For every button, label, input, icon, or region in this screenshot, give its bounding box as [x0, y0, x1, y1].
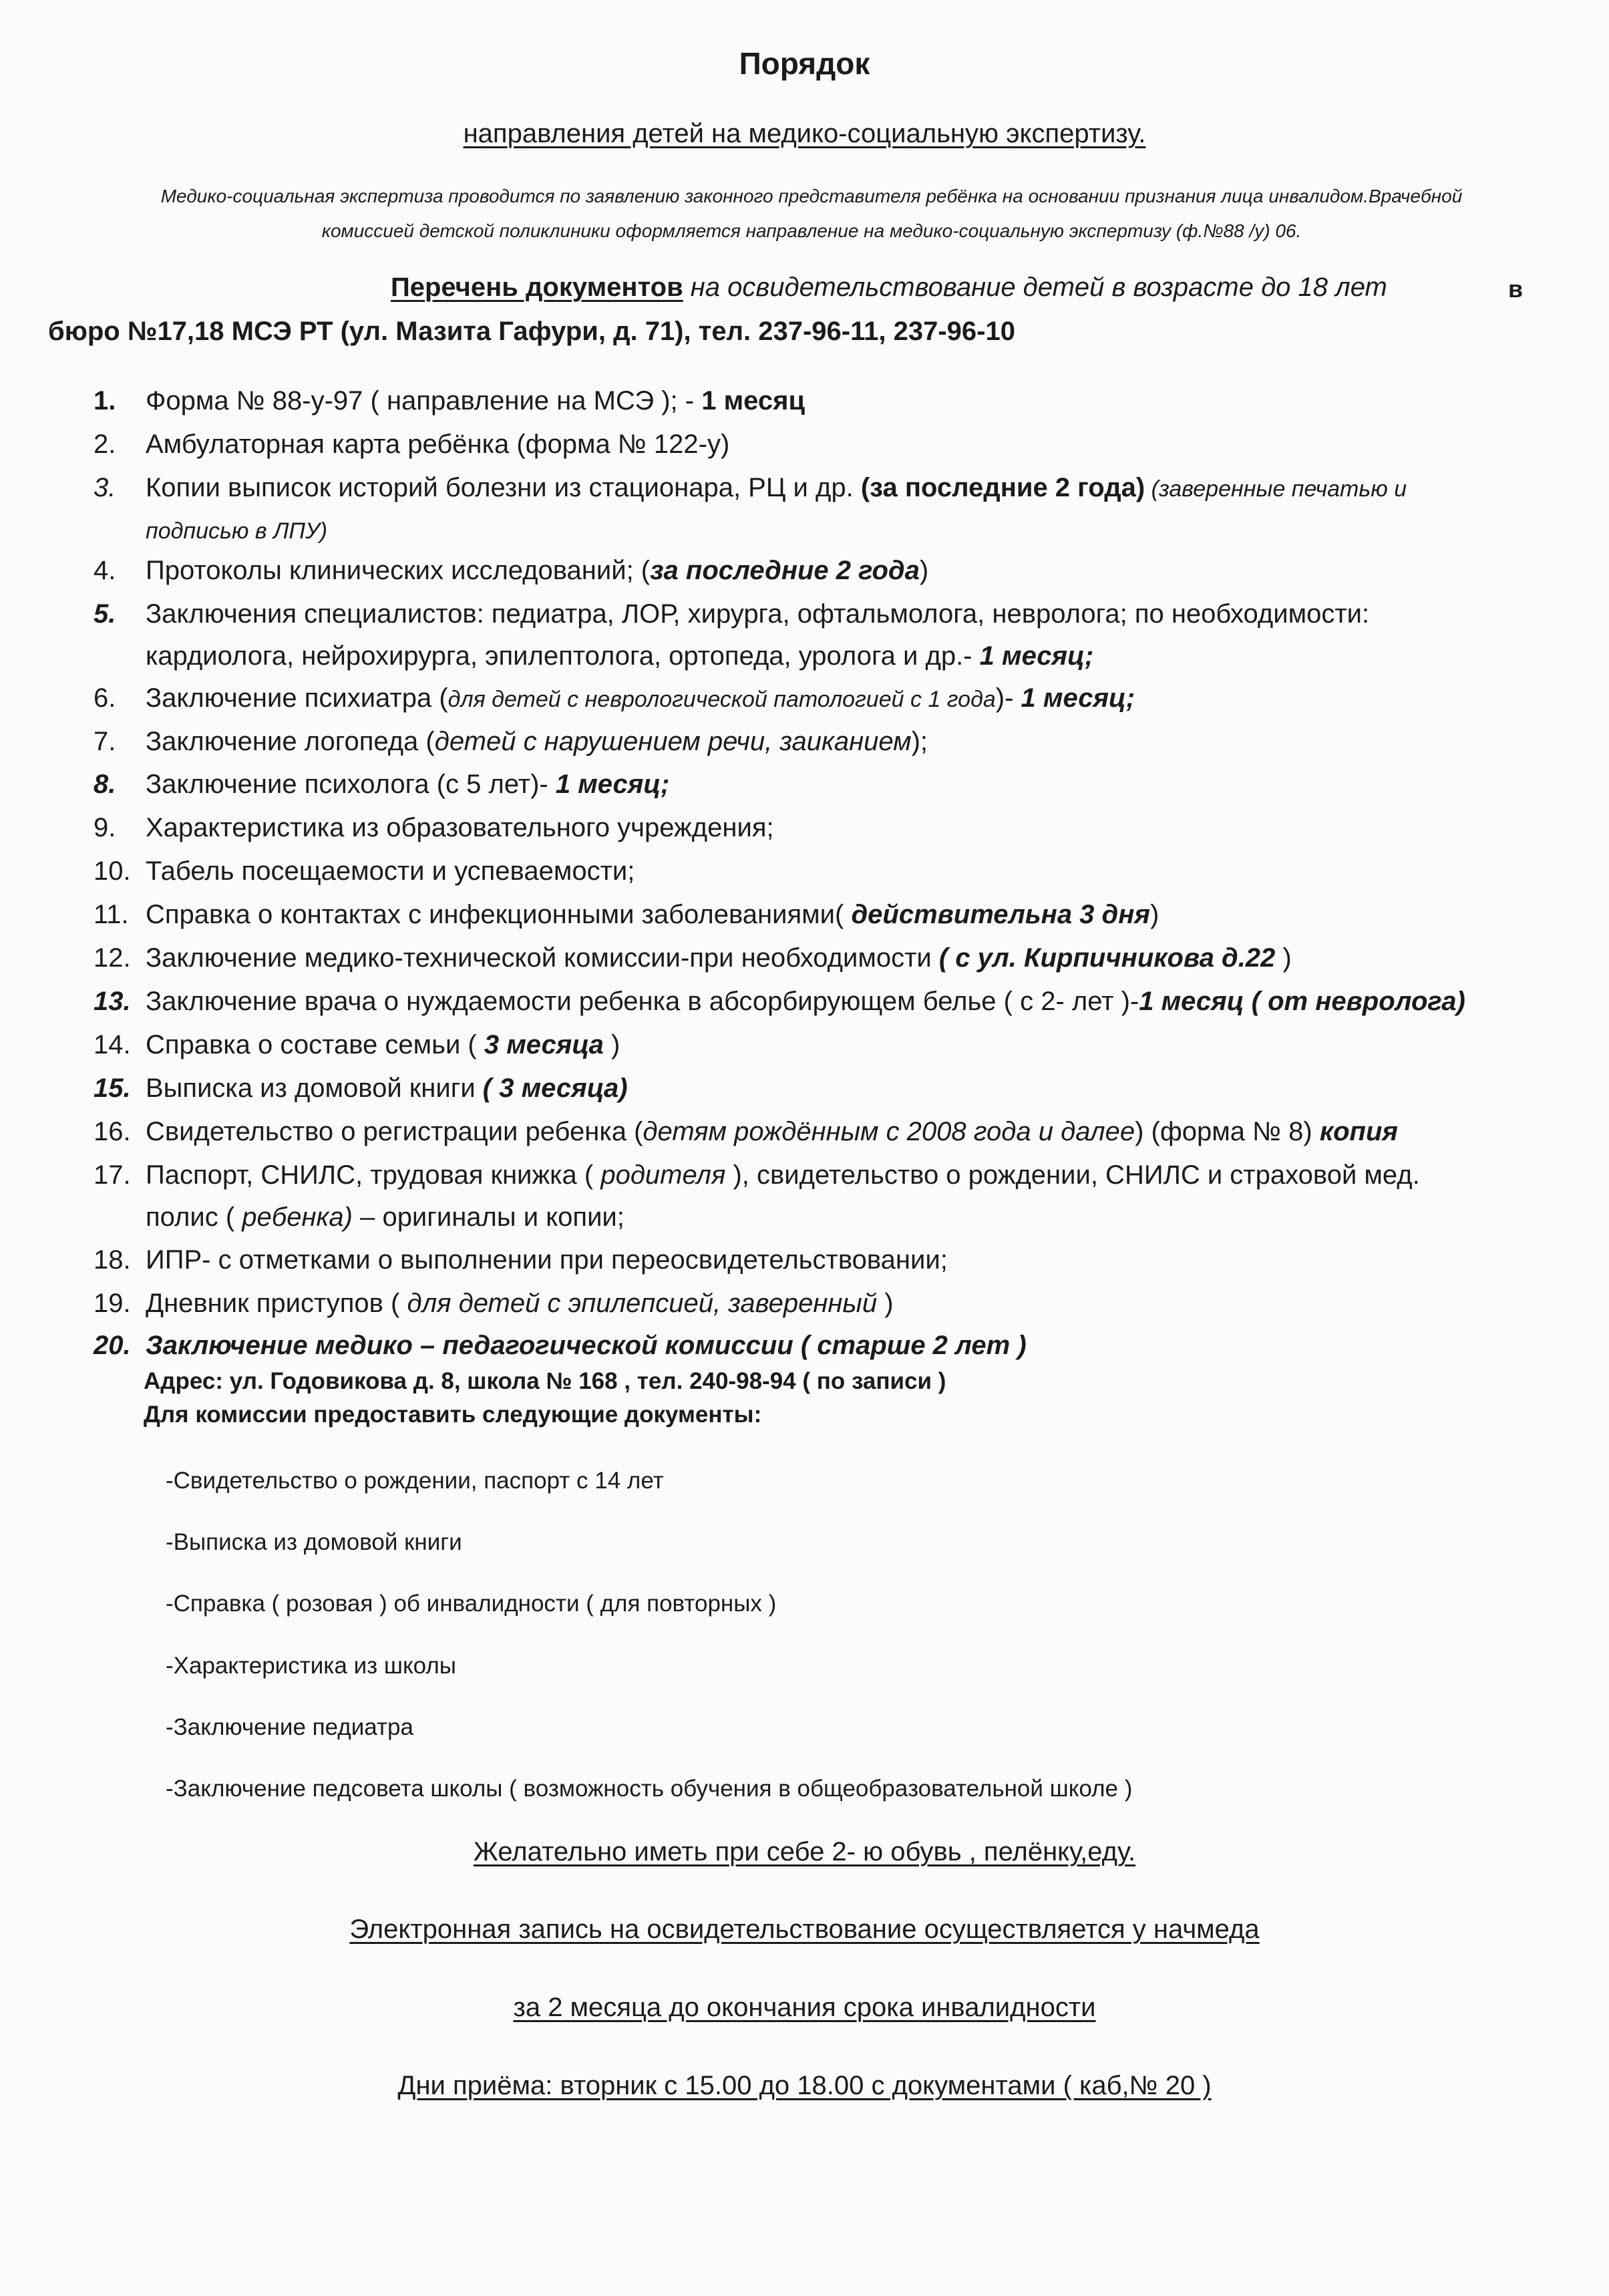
item-italic: для детей с эпилепсией, заверенный	[407, 1289, 878, 1318]
item-bold-italic: 1 месяц ( от невролога)	[1139, 987, 1465, 1016]
item-number: 18.	[94, 1245, 131, 1275]
item-number: 1.	[94, 386, 116, 416]
list-item	[94, 1074, 628, 1104]
item-text-after: )	[1275, 943, 1292, 973]
item-text: Форма № 88-у-97 ( направление на МСЭ ); -	[146, 386, 702, 416]
item-number: 3.	[94, 473, 116, 502]
footer-note-bring: Желательно иметь при себе 2- ю обувь , пелёнку,еду.	[473, 1837, 1136, 1866]
list-heading-bureau: бюро №17,18 МСЭ РТ (ул. Мазита Гафури, д. 71), тел. 237-96-11, 237-96-10	[48, 317, 1015, 346]
commission-doc-item: -Свидетельство о рождении, паспорт с 14 лет	[166, 1468, 664, 1494]
footer-note-timing: за 2 месяца до окончания срока инвалидности	[513, 1993, 1096, 2022]
item-bold-italic: за последние 2 года	[650, 556, 920, 585]
commission-doc-item: -Справка ( розовая ) об инвалидности ( для повторных )	[166, 1591, 777, 1617]
intro-line-2: комиссией детской поликлиники оформляется направление на медико-социальную экспертизу (ф.№88 /у) 06.	[321, 220, 1302, 241]
item-number: 13.	[94, 987, 131, 1016]
list-heading	[391, 273, 1387, 303]
item-text: полис (	[146, 1202, 242, 1232]
item-text: Табель посещаемости и успеваемости;	[146, 856, 635, 886]
item-text: Характеристика из образовательного учреждения;	[146, 813, 774, 842]
item-number: 12.	[94, 943, 131, 973]
list-item	[94, 430, 729, 460]
list-item	[94, 813, 774, 843]
item-text: Выписка из домовой книги	[146, 1074, 483, 1103]
item-text-after: )	[1149, 900, 1159, 929]
item-bold-italic: 1 месяц;	[555, 770, 670, 799]
item-text-after: ) (форма № 8)	[1135, 1117, 1320, 1146]
list-item-continuation	[146, 641, 1093, 671]
item-bold-italic: 1 месяц;	[979, 641, 1094, 671]
item-text: Дневник приступов (	[146, 1289, 407, 1318]
item-number: 19.	[94, 1289, 131, 1318]
commission-doc-item: -Заключение педиатра	[166, 1714, 413, 1740]
list-item	[94, 727, 928, 757]
list-heading-bold: Перечень документов	[391, 273, 683, 302]
list-heading-italic: на освидетельствование детей в возрасте до 18 лет	[683, 273, 1387, 302]
list-item	[94, 1117, 1398, 1147]
list-item	[94, 556, 928, 586]
item-text-after: )	[919, 556, 929, 585]
list-item	[94, 856, 635, 886]
item-bold-italic: копия	[1319, 1117, 1398, 1146]
list-item	[94, 987, 1465, 1017]
item-text: ИПР- с отметками о выполнении при переосвидетельствовании;	[146, 1245, 948, 1275]
item-italic: детей с нарушением речи, заиканием	[434, 727, 912, 756]
item-text: Справка о контактах с инфекционными заболеваниями(	[146, 900, 852, 929]
list-item	[94, 900, 1159, 930]
item-italic: детям рождённым с 2008 года и далее	[643, 1117, 1135, 1146]
item-text-after: ), свидетельство о рождении, СНИЛС и страховой мед.	[725, 1160, 1420, 1190]
item-text: Амбулаторная карта ребёнка (форма № 122-у)	[146, 430, 730, 459]
item-text: кардиолога, нейрохирурга, эпилептолога, ортопеда, уролога и др.-	[146, 641, 980, 671]
item-number: 6.	[94, 683, 116, 713]
footer-note-registration: Электронная запись на освидетельствование осуществляется у начмеда	[349, 1915, 1260, 1944]
item-text-after: )-	[995, 683, 1021, 713]
footer-note-reception-hours: Дни приёма: вторник с 15.00 до 18.00 с документами ( каб,№ 20 )	[397, 2071, 1212, 2100]
intro-line-1: Медико-социальная экспертиза проводится по заявлению законного представителя ребёнка на основании признания лица инвалидом.Врачебной	[160, 186, 1463, 206]
item-text: Копии выписок историй болезни из стационара, РЦ и др.	[146, 473, 861, 502]
item-bold-italic: 1 месяц;	[1021, 683, 1135, 713]
item-text: Заключение психолога (с 5 лет)-	[146, 770, 556, 799]
item-bold-italic: 3 месяца	[484, 1030, 604, 1059]
list-item	[94, 1331, 1027, 1361]
item-number: 5.	[94, 599, 116, 629]
item-number: 10.	[94, 856, 131, 886]
item-text: Заключение психиатра (	[146, 683, 448, 713]
intro-paragraph	[67, 179, 1556, 249]
commission-doc-item: -Выписка из домовой книги	[166, 1529, 462, 1555]
item-italic: (заверенные печатью и	[1145, 476, 1407, 502]
list-heading-trailing: в	[1508, 275, 1524, 303]
item-text-after: )	[603, 1030, 620, 1059]
item-bold-italic: ( с ул. Кирпичникова д.22	[938, 943, 1276, 973]
item-bold-italic: действительна 3 дня	[851, 900, 1150, 929]
item-text: Заключения специалистов: педиатра, ЛОР, хирурга, офтальмолога, невролога; по необходимости:	[146, 599, 1370, 629]
list-item	[94, 1289, 894, 1319]
item-text: Заключение медико-технической комиссии-при необходимости	[146, 943, 939, 973]
item-text: Паспорт, СНИЛС, трудовая книжка (	[146, 1160, 601, 1190]
item-number: 15.	[94, 1074, 131, 1103]
list-item	[94, 943, 1292, 973]
list-item	[94, 770, 670, 800]
document-title: Порядок	[739, 46, 870, 81]
list-item	[94, 386, 805, 416]
item-text: Заключение врача о нуждаемости ребенка в абсорбирующем белье ( с 2- лет )-	[146, 987, 1139, 1016]
item-number: 16.	[94, 1117, 131, 1146]
item-text: Свидетельство о регистрации ребенка (	[146, 1117, 643, 1146]
item-text-after: );	[911, 727, 928, 756]
item-number: 9.	[94, 813, 116, 842]
document-subtitle: направления детей на медико-социальную экспертизу.	[463, 119, 1146, 148]
item-text-after: – оригиналы и копии;	[352, 1202, 624, 1232]
item-number: 4.	[94, 556, 116, 585]
list-item-continuation: подписью в ЛПУ)	[146, 518, 328, 544]
item-text: Протоколы клинических исследований; (	[146, 556, 651, 585]
list-item	[94, 599, 1369, 629]
list-item	[94, 1030, 620, 1060]
item-bold-italic: ( 3 месяца)	[482, 1074, 628, 1103]
item-bold-italic: Заключение медико – педагогической комиссии ( старше 2 лет )	[146, 1331, 1027, 1360]
item-text-after: )	[877, 1289, 894, 1318]
item-italic: ребенка)	[242, 1202, 353, 1232]
commission-address: Адрес: ул. Годовикова д. 8, школа № 168 , тел. 240-98-94 ( по записи )	[144, 1368, 946, 1394]
list-item	[94, 473, 1407, 503]
item-italic: родителя	[600, 1160, 726, 1190]
item-number: 17.	[94, 1160, 131, 1190]
item-number: 8.	[94, 770, 116, 799]
commission-doc-item: -Заключение педсовета школы ( возможность обучения в общеобразовательной школе )	[166, 1776, 1133, 1802]
commission-docs-heading: Для комиссии предоставить следующие документы:	[144, 1402, 762, 1428]
item-bold: (за последние 2 года)	[860, 473, 1145, 502]
item-number: 11.	[94, 900, 129, 929]
item-text: Справка о составе семьи (	[146, 1030, 484, 1059]
item-number: 7.	[94, 727, 116, 756]
list-item	[94, 1160, 1420, 1190]
item-number: 20.	[94, 1331, 131, 1360]
commission-doc-item: -Характеристика из школы	[166, 1653, 456, 1679]
item-text: Заключение логопеда (	[146, 727, 435, 756]
item-italic: для детей с неврологической патологией с 1 года	[448, 687, 996, 712]
item-number: 14.	[94, 1030, 131, 1059]
item-number: 2.	[94, 430, 116, 459]
list-item	[94, 683, 1135, 713]
list-item	[94, 1245, 948, 1275]
list-item-continuation	[146, 1202, 624, 1233]
item-bold: 1 месяц	[701, 386, 806, 416]
